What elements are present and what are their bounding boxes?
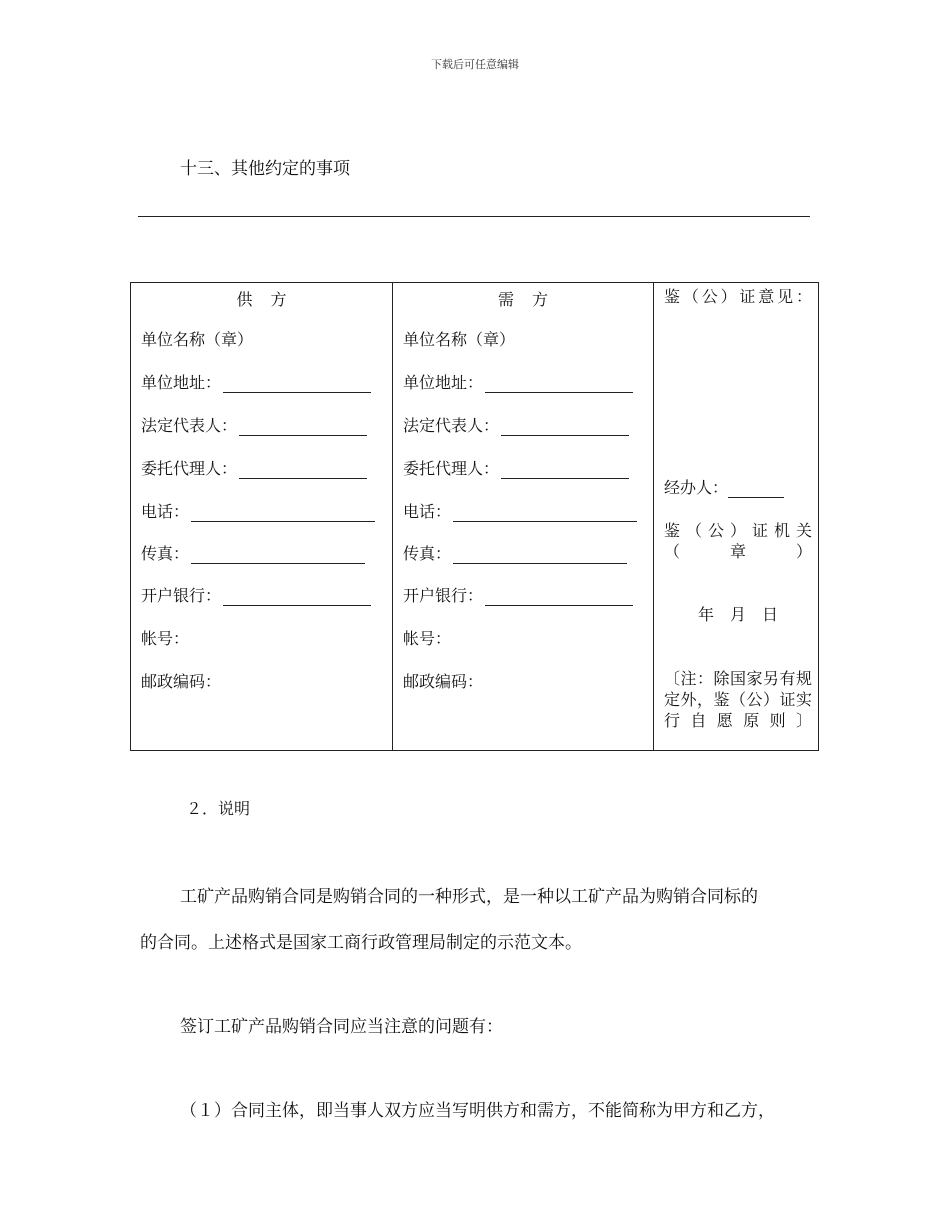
explanation-paragraph-1-line-2: 的合同。上述格式是国家工商行政管理局制定的示范文本。: [140, 933, 582, 953]
buyer-address: 单位地址：: [403, 370, 633, 393]
supplier-postcode: 邮政编码：: [141, 672, 222, 691]
explanation-paragraph-1-line-1: 工矿产品购销合同是购销合同的一种形式，是一种以工矿产品为购销合同标的: [180, 887, 758, 907]
buyer-address-blank: [485, 376, 633, 393]
notary-column: [654, 283, 818, 750]
supplier-account: 帐号：: [141, 629, 190, 648]
supplier-fax-blank: [191, 547, 365, 564]
notary-date: 年 月 日: [697, 605, 778, 624]
buyer-fax: 传真：: [403, 541, 627, 564]
buyer-agent-blank: [501, 462, 629, 479]
supplier-unit-name: 单位名称（章）: [141, 330, 254, 349]
explanation-paragraph-2: 签订工矿产品购销合同应当注意的问题有：: [180, 1017, 503, 1037]
notary-authority-seal: 鉴（公）证机关（章）: [664, 521, 812, 561]
notary-note: 〔注：除国家另有规定外，鉴（公）证实行自愿原则〕: [664, 669, 812, 730]
supplier-bank-blank: [223, 589, 371, 606]
supplier-address: 单位地址：: [141, 370, 371, 393]
supplier-fax: 传真：: [141, 541, 365, 564]
buyer-column: [393, 283, 654, 750]
supplier-bank: 开户银行：: [141, 583, 371, 606]
notary-handler: 经办人：: [664, 477, 812, 498]
supplier-address-blank: [223, 376, 371, 393]
signature-table: [130, 282, 819, 751]
section-title: 十三、其他约定的事项: [180, 159, 350, 179]
blank-line-other-matters: [138, 216, 810, 217]
buyer-postcode: 邮政编码：: [403, 672, 484, 691]
supplier-legal-rep-blank: [239, 419, 367, 436]
buyer-unit-name: 单位名称（章）: [403, 330, 516, 349]
supplier-legal-rep: 法定代表人：: [141, 413, 367, 436]
buyer-bank-blank: [485, 589, 633, 606]
explanation-heading: ２．说明: [186, 799, 251, 818]
supplier-column: [131, 283, 393, 750]
buyer-legal-rep-blank: [501, 419, 629, 436]
supplier-phone: 电话：: [141, 499, 375, 522]
buyer-heading: 需方: [497, 290, 566, 309]
supplier-phone-blank: [191, 505, 375, 522]
supplier-heading: 供方: [236, 290, 305, 309]
buyer-fax-blank: [453, 547, 627, 564]
buyer-agent: 委托代理人：: [403, 456, 629, 479]
buyer-phone: 电话：: [403, 499, 637, 522]
notary-opinion-label: 鉴（公）证意见：: [664, 287, 812, 306]
notary-handler-blank: [728, 481, 784, 498]
buyer-bank: 开户银行：: [403, 583, 633, 606]
buyer-phone-blank: [453, 505, 637, 522]
supplier-agent-blank: [239, 462, 367, 479]
buyer-legal-rep: 法定代表人：: [403, 413, 629, 436]
buyer-account: 帐号：: [403, 629, 452, 648]
page-header: 下载后可任意编辑: [431, 58, 519, 71]
supplier-agent: 委托代理人：: [141, 456, 367, 479]
explanation-paragraph-3: （１）合同主体，即当事人双方应当写明供方和需方，不能简称为甲方和乙方，: [180, 1101, 775, 1121]
